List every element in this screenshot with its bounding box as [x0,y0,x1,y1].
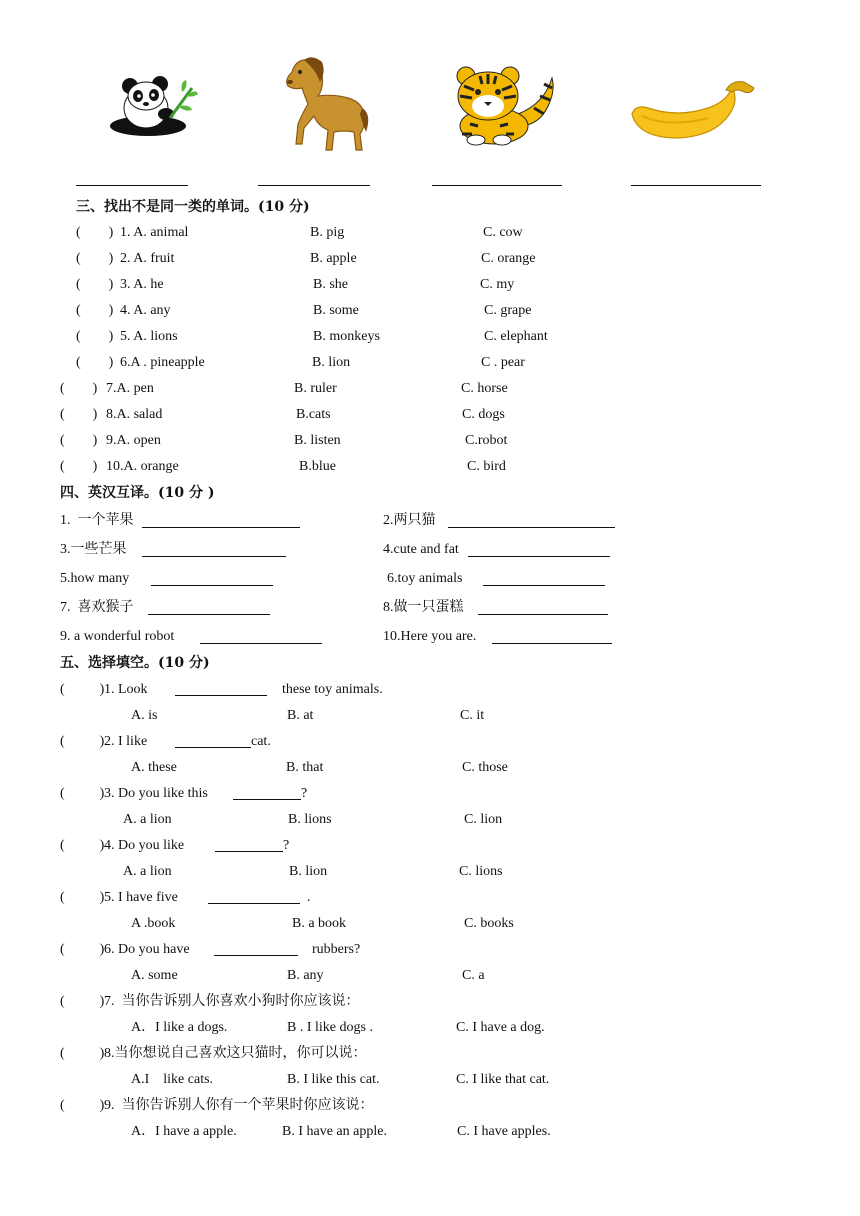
option-c: C. grape [484,303,532,318]
paren-blank[interactable]: ( ) [60,942,105,957]
answer-line[interactable] [148,614,270,615]
option-a: A. a lion [123,864,172,879]
option-b: B. lion [289,864,328,879]
question-text: 9. 当你告诉别人你有一个苹果时你应该说： [104,1098,374,1113]
option-a: 2. A. fruit [120,251,175,266]
paren-blank[interactable]: ( ) [76,303,114,318]
option-a: A. some [131,968,178,983]
paren-blank[interactable]: ( ) [76,277,114,292]
option-b: B. a book [292,916,347,931]
paren-blank[interactable]: ( ) [60,682,105,697]
option-c: C. lion [464,812,503,827]
tiger-icon [448,64,558,146]
paren-blank[interactable]: ( ) [60,1046,105,1061]
paren-blank[interactable]: ( ) [60,407,98,422]
option-a: A. these [131,760,177,775]
option-c: C. a [462,968,485,983]
question-text: 3. Do you like this [104,786,208,801]
option-b: B. lions [288,812,332,827]
paren-blank[interactable]: ( ) [76,251,114,266]
option-c: C. those [462,760,508,775]
translate-item-3: 3.一些芒果 [60,542,127,557]
question-text: 5. I have five [104,890,178,905]
answer-line[interactable] [200,643,322,644]
panda-icon [108,74,200,140]
option-b: B. monkeys [313,329,380,344]
option-b: B. at [287,708,314,723]
paren-blank[interactable]: ( ) [60,381,98,396]
question-text-end: ? [283,838,290,853]
option-a: 6.A . pineapple [120,355,205,370]
paren-blank[interactable]: ( ) [60,734,105,749]
option-a: A. is [131,708,158,723]
option-b: B. she [313,277,348,292]
answer-line[interactable] [214,955,298,956]
answer-line[interactable] [215,851,283,852]
question-text: 8.当你想说自己喜欢这只猫时，你可以说： [104,1046,367,1061]
banana-icon [628,76,758,142]
option-c: C. bird [467,459,506,474]
translate-item-7: 7. 喜欢猴子 [60,600,134,615]
option-b: B. I like this cat. [287,1072,380,1087]
option-b: B. lion [312,355,351,370]
paren-blank[interactable]: ( ) [60,838,105,853]
answer-line[interactable] [175,747,251,748]
answer-line[interactable] [233,799,301,800]
option-c: C . pear [481,355,525,370]
paren-blank[interactable]: ( ) [76,355,114,370]
question-text-end: these toy animals. [282,682,383,697]
question-text: 1. Look [104,682,148,697]
option-c: C. horse [461,381,508,396]
question-text: 6. Do you have [104,942,190,957]
section5-heading: 五、选择填空。(10 分) [60,655,210,671]
option-a: 1. A. animal [120,225,189,240]
translate-item-2: 2.两只猫 [383,513,436,528]
option-b: B. pig [310,225,345,240]
option-c: C. elephant [484,329,548,344]
option-b: B.blue [299,459,336,474]
option-c: C.robot [465,433,508,448]
option-c: C. I have apples. [457,1124,551,1139]
option-b: B. some [313,303,359,318]
option-b: B. listen [294,433,341,448]
horse-icon [274,54,372,154]
answer-line[interactable] [468,556,610,557]
option-c: C. cow [483,225,523,240]
translate-item-5: 5.how many [60,571,130,586]
paren-blank[interactable]: ( ) [60,459,98,474]
answer-line[interactable] [151,585,273,586]
question-text-end: . [307,890,311,905]
option-b: B.cats [296,407,331,422]
option-a: A．I like a dogs. [131,1020,228,1035]
paren-blank[interactable]: ( ) [60,433,98,448]
option-c: C. I like that cat. [456,1072,550,1087]
option-a: 7.A. pen [106,381,154,396]
translate-item-10: 10.Here you are. [383,629,477,644]
translate-item-6: 6.toy animals [387,571,463,586]
section3-heading: 三、找出不是同一类的单词。(10 分) [76,199,310,215]
answer-line[interactable] [492,643,612,644]
answer-line[interactable] [483,585,605,586]
paren-blank[interactable]: ( ) [76,329,114,344]
answer-line-banana[interactable] [631,185,761,186]
answer-line[interactable] [478,614,608,615]
paren-blank[interactable]: ( ) [76,225,114,240]
answer-line-horse[interactable] [258,185,370,186]
question-text: 4. Do you like [104,838,185,853]
answer-line[interactable] [208,903,300,904]
option-a: 9.A. open [106,433,161,448]
option-b: B . I like dogs . [287,1020,373,1035]
option-a: 4. A. any [120,303,171,318]
option-a: 5. A. lions [120,329,178,344]
answer-line[interactable] [142,527,300,528]
answer-line[interactable] [142,556,286,557]
section4-heading: 四、英汉互译。(10 分 ) [60,485,215,501]
question-text-end: cat. [251,734,271,749]
translate-item-1: 1. 一个苹果 [60,513,134,528]
option-a: A.I like cats. [131,1072,214,1087]
option-a: 3. A. he [120,277,164,292]
option-a: 10.A. orange [106,459,179,474]
answer-line[interactable] [175,695,267,696]
option-b: B. that [286,760,324,775]
question-text-end: ? [301,786,308,801]
question-text-end: rubbers? [312,942,361,957]
option-c: C. dogs [462,407,505,422]
question-text: 2. I like [104,734,148,749]
paren-blank[interactable]: ( ) [60,1098,105,1113]
question-text: 7. 当你告诉别人你喜欢小狗时你应该说： [104,994,360,1009]
option-c: C. books [464,916,514,931]
translate-item-4: 4.cute and fat [383,542,459,557]
translate-item-9: 9. a wonderful robot [60,629,175,644]
option-c: C. my [480,277,515,292]
option-a: A .book [131,916,176,931]
paren-blank[interactable]: ( ) [60,890,105,905]
option-b: B. I have an apple. [282,1124,387,1139]
option-a: 8.A. salad [106,407,163,422]
option-b: B. any [287,968,324,983]
option-c: C. it [460,708,485,723]
option-b: B. ruler [294,381,337,396]
answer-line-panda[interactable] [76,185,188,186]
option-c: C. lions [459,864,503,879]
answer-line-tiger[interactable] [432,185,562,186]
paren-blank[interactable]: ( ) [60,786,105,801]
option-a: A. a lion [123,812,172,827]
option-b: B. apple [310,251,357,266]
answer-line[interactable] [448,527,615,528]
option-a: A．I have a apple. [131,1124,237,1139]
paren-blank[interactable]: ( ) [60,994,105,1009]
option-c: C. I have a dog. [456,1020,545,1035]
option-c: C. orange [481,251,536,266]
translate-item-8: 8.做一只蛋糕 [383,600,464,615]
